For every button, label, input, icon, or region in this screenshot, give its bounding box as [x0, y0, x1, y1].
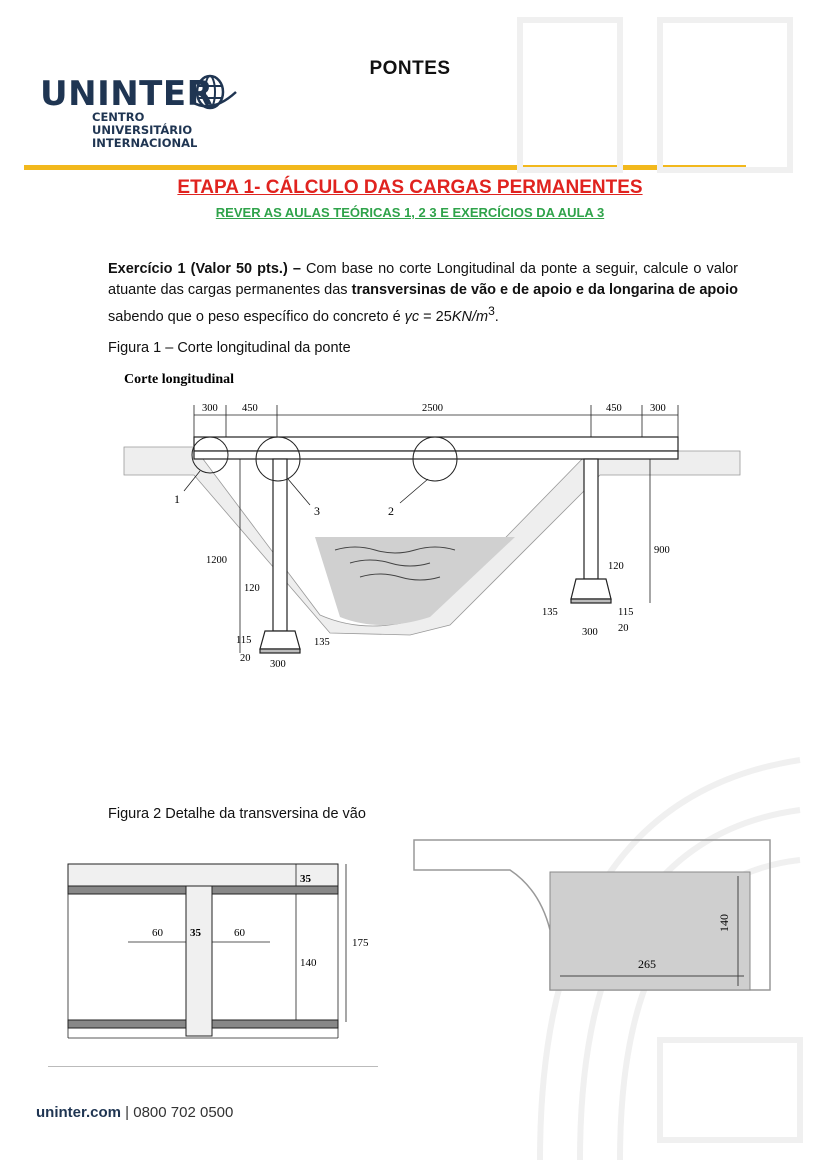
dim-300-left: 300 — [202, 403, 218, 414]
footer-sep: | — [121, 1104, 134, 1121]
footer-phone: 0800 702 0500 — [133, 1104, 234, 1121]
page-title: PONTES — [369, 58, 451, 79]
exercise-label: Exercício 1 (Valor 50 pts.) – — [108, 261, 301, 277]
figure1-drawing — [110, 365, 750, 685]
figure1-title: Corte longitudinal — [124, 372, 235, 387]
dim-140-left: 140 — [300, 957, 317, 969]
dim-120-right: 120 — [608, 561, 624, 572]
dim-20-left: 20 — [240, 653, 251, 664]
figure2-left-drawing — [48, 832, 388, 1072]
dim-35-top: 35 — [300, 873, 311, 885]
dim-135-right: 135 — [542, 607, 558, 618]
dim-175: 175 — [352, 937, 369, 949]
exercise-text — [108, 259, 738, 328]
dim-115-left: 115 — [236, 635, 252, 646]
formula-eq: = 25 — [419, 308, 452, 325]
logo-line1: CENTRO — [92, 110, 145, 124]
footer-site: uninter.com — [36, 1104, 122, 1121]
dim-135-left: 135 — [314, 637, 330, 648]
dim-450-right: 450 — [606, 403, 622, 414]
formula-exp: 3 — [488, 304, 495, 318]
dim-60-left: 60 — [152, 927, 163, 939]
detail-3-label: 3 — [314, 504, 320, 518]
detail-1-label: 1 — [174, 492, 180, 506]
dim-450-left: 450 — [242, 403, 258, 414]
exercise-end: . — [494, 308, 499, 325]
dim-20-right: 20 — [618, 623, 629, 634]
dim-140-right: 140 — [717, 914, 731, 932]
formula-symbol: γc — [404, 308, 420, 325]
dim-300-foot-left: 300 — [270, 659, 286, 670]
section-subtitle: REVER AS AULAS TEÓRICAS 1, 2 3 E EXERCÍCIOS DA AULA 3 — [215, 205, 605, 220]
dim-1200: 1200 — [206, 555, 227, 566]
dim-60-right: 60 — [234, 927, 245, 939]
dim-120-left: 120 — [244, 583, 260, 594]
dim-265: 265 — [638, 957, 656, 971]
dim-115-right: 115 — [618, 607, 634, 618]
dim-2500: 2500 — [422, 403, 443, 414]
logo-name: UNINTER — [40, 74, 214, 114]
dim-300-right: 300 — [650, 403, 666, 414]
logo-line3: INTERNACIONAL — [92, 136, 198, 150]
figure2-right-drawing — [410, 830, 780, 1020]
section-title: ETAPA 1- CÁLCULO DAS CARGAS PERMANENTES — [177, 177, 643, 198]
formula-unit: KN/m — [451, 308, 489, 325]
figure2-caption: Figura 2 Detalhe da transversina de vão — [108, 806, 366, 822]
exercise-bold: transversinas de vão e de apoio e da longarina de apoio — [351, 282, 739, 298]
globe-icon — [188, 72, 240, 114]
dim-900: 900 — [654, 545, 670, 556]
footer — [36, 1104, 233, 1121]
exercise-text-1: Com base no corte Longitudinal da ponte a seguir, calcule o valor atuante das cargas permanentes das — [108, 261, 738, 298]
exercise-text-2: sabendo que o peso específico do concreto é — [108, 308, 405, 325]
figure1-caption: Figura 1 – Corte longitudinal da ponte — [108, 340, 351, 356]
dim-300-foot-right: 300 — [582, 627, 598, 638]
logo-line2: UNIVERSITÁRIO — [92, 123, 193, 137]
figure-divider — [48, 1066, 378, 1067]
detail-2-label: 2 — [388, 504, 394, 518]
dim-35-web: 35 — [190, 927, 201, 939]
